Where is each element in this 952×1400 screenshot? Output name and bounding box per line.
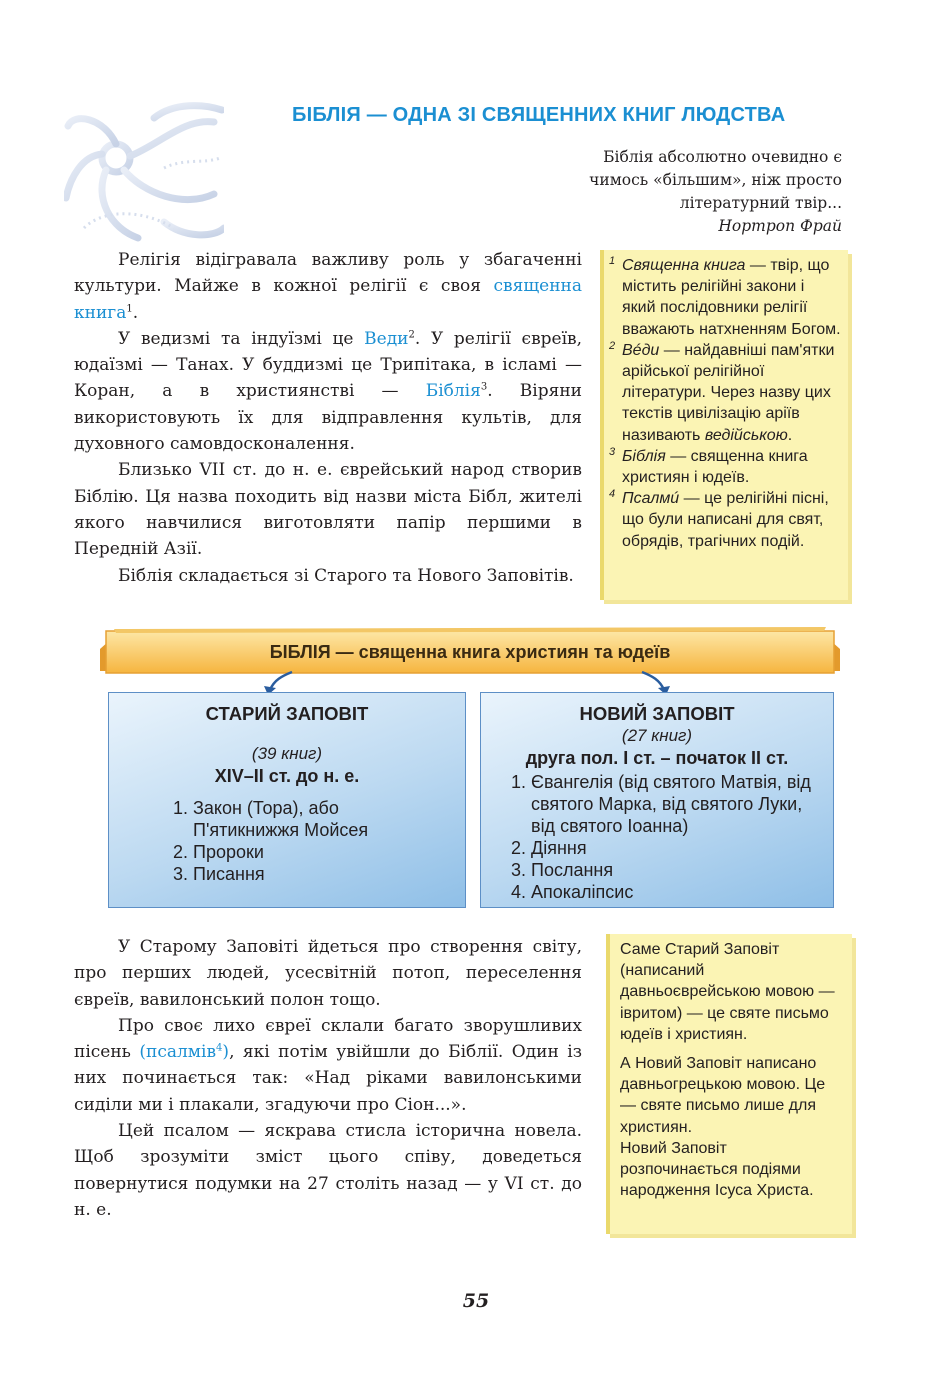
- diagram-banner: [100, 627, 840, 677]
- list-item: 1. Євангелія (від святого Матвія, від святого Марка, від святого Луки, від святого Іоанна): [511, 772, 811, 836]
- paragraph: Біблія складається зі Старого та Нового Заповітів.: [118, 565, 574, 586]
- link-vedas[interactable]: Веди: [364, 328, 409, 349]
- main-text-top: [74, 247, 582, 589]
- old-testament-box: [108, 692, 466, 908]
- new-testament-box: [480, 692, 834, 908]
- list-item: 2. Пророки: [173, 842, 264, 862]
- old-testament-list: [173, 797, 465, 885]
- new-testament-books: (27 книг): [621, 726, 693, 745]
- epigraph-line: Біблія абсолютно очевидно є: [603, 148, 842, 166]
- list-item: 3. Послання: [511, 860, 614, 880]
- list-item: 1. Закон (Тора), або П'ятикнижжя Мойсея: [173, 798, 369, 840]
- list-item: 4. Апокаліпсис: [511, 882, 634, 902]
- old-testament-books: (39 книг): [251, 744, 323, 763]
- footnote: 1 Священна книга — твір, що містить релігійні закони і який послідовники релігії вважають натхненням Богом.: [609, 255, 841, 338]
- old-testament-title: СТАРИЙ ЗАПОВІТ: [205, 703, 369, 724]
- new-testament-title: НОВИЙ ЗАПОВІТ: [579, 703, 735, 724]
- swirl-ornament-icon: [64, 98, 224, 244]
- footnote: 4 Псалмú — це релігійні пісні, що були написані для свят, обрядів, трагічних подій.: [609, 488, 829, 550]
- list-item: 2. Діяння: [511, 838, 587, 858]
- paragraph: У Старому Заповіті йдеться про створення світу, про перших людей, усесвітній потоп, переселення євреїв, вавилонський полон тощо.: [74, 937, 582, 1010]
- testaments-note-box: [606, 934, 852, 1234]
- new-testament-list: [511, 771, 829, 903]
- note-paragraph: Новий Заповіт розпочинається подіями народження Ісуса Христа.: [620, 1139, 814, 1200]
- paragraph: Релігія відігравала важливу роль у збагаченні культури. Майже в кожної релігії є своя священна книга$^1$.: [74, 250, 582, 323]
- old-testament-dates: XIV–II ст. до н. е.: [214, 766, 360, 786]
- new-testament-dates: друга пол. I ст. – початок II ст.: [525, 748, 789, 768]
- page-title: БІБЛІЯ — ОДНА ЗІ СВЯЩЕННИХ КНИГ ЛЮДСТВА: [292, 104, 786, 126]
- footnote: 2 Вéди — найдавніші пам'ятки арійської релігійної літератури. Через назву цих текстів цивілізацію аріїв називають ведійською.: [609, 339, 835, 444]
- note-paragraph: А Новий Заповіт написано давньогрецькою мовою. Це — святе письмо лише для християн.: [620, 1055, 826, 1136]
- paragraph: Цей псалом — яскрава стисла історична новела. Щоб зрозуміти зміст цього співу, доведеться повернутися подумки на 27 століть назад — у VI ст. до н. е.: [74, 1121, 582, 1220]
- epigraph: [522, 146, 842, 238]
- main-text-bottom: [74, 934, 582, 1223]
- paragraph: Про своє лихо євреї склали багато зворушливих пісень (псалмів$^4$), які потім увійшли до Біблії. Один із них починається так: «Над ріками вавилонськими сиділи ми і плакали, згадуючи про Сіон...».: [74, 1015, 582, 1115]
- paragraph: Близько VII ст. до н. е. єврейський народ створив Біблію. Ця назва походить від назви міста Бібл, жителі якого навчилися виготовляти папір першими в Передній Азії.: [74, 460, 582, 560]
- epigraph-line: літературний твір...: [679, 194, 842, 212]
- banner-title: БІБЛІЯ — священна книга християн та юдеїв: [269, 641, 671, 662]
- note-paragraph: Саме Старий Заповіт (написаний давньоєврейською мовою — івритом) — це святе письмо юдеїв і християн.: [620, 941, 835, 1043]
- page-number: 55: [462, 1290, 490, 1312]
- list-item: 3. Писання: [173, 864, 265, 884]
- epigraph-line: чимось «більшим», ніж просто: [589, 171, 842, 189]
- epigraph-author: Нортроп Фрай: [718, 217, 842, 235]
- footnote: 3 Біблія — священна книга християн і юдеїв.: [609, 445, 808, 487]
- link-sacred-book[interactable]: священна книга: [74, 276, 582, 323]
- footnotes-box: [600, 250, 848, 600]
- paragraph: У ведизмі та індуїзмі це Веди$^2$. У релігії євреїв, юдаїзмі — Танах. У буддизмі це Трипітака, в ісламі — Коран, а в християнстві — Біблія$^3$. Віряни використовують їх для відправлення культів, для духовного самовдосконалення.: [74, 328, 582, 455]
- link-psalms[interactable]: (псалмів$^4$): [139, 1042, 230, 1063]
- link-bible[interactable]: Біблія: [425, 381, 481, 402]
